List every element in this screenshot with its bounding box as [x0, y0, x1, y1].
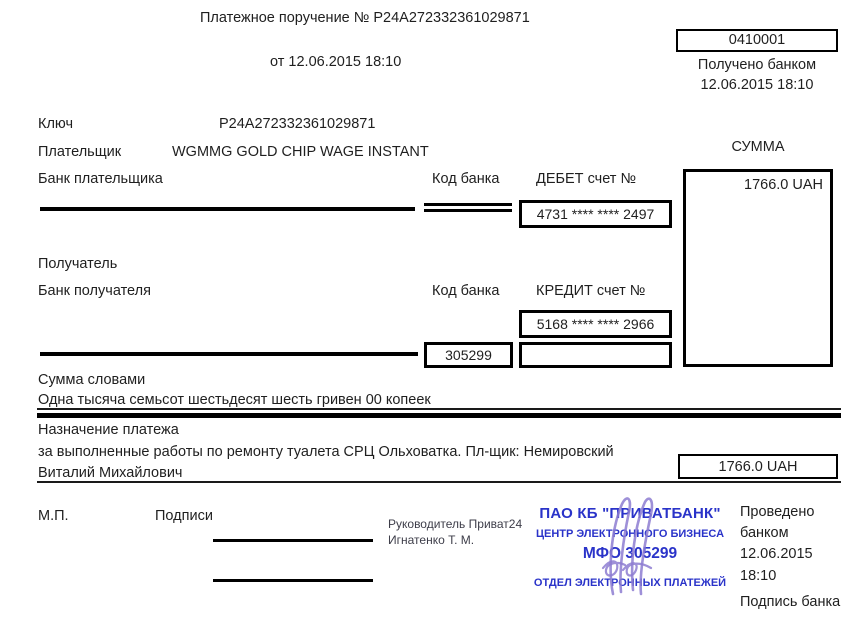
amount-words-value: Одна тысяча семьсот шестьдесят шесть гривен 00 копеек — [38, 392, 431, 408]
receiver-bank-code-box — [424, 342, 513, 368]
sum-box — [683, 169, 833, 367]
official-block — [388, 516, 522, 548]
received-by-bank-label: Получено банком — [697, 57, 817, 73]
credit-account-box — [519, 310, 672, 338]
official-title: Руководитель Приват24 — [388, 517, 523, 531]
credit-account-value: 5168 **** **** 2966 — [536, 316, 655, 332]
signature-scribble — [575, 490, 705, 602]
amount-words-label: Сумма словами — [38, 372, 146, 388]
receiver-bank-code-value: 305299 — [445, 347, 492, 363]
debit-account-value: 4731 **** **** 2497 — [536, 206, 655, 222]
amount-words-underline — [37, 408, 841, 410]
signature-line-1 — [213, 539, 373, 542]
purpose-label: Назначение платежа — [38, 422, 179, 438]
document-number: 0410001 — [728, 32, 786, 48]
receiver-account-empty-box — [519, 342, 672, 368]
document-date: от 12.06.2015 18:10 — [270, 54, 402, 70]
key-label: Ключ — [38, 116, 74, 132]
bank-signature-label: Подпись банка — [740, 594, 841, 610]
stamp-unit: ОТДЕЛ ЭЛЕКТРОННЫХ ПЛАТЕЖЕЙ — [533, 576, 727, 589]
bank-code-label-debit: Код банка — [432, 171, 500, 187]
credit-account-label: КРЕДИТ счет № — [536, 283, 646, 299]
bank-code-label-credit: Код банка — [432, 283, 500, 299]
document-number-box — [676, 29, 838, 52]
processed-time: 18:10 — [740, 568, 777, 584]
official-name: Игнатенко Т. М. — [388, 533, 475, 547]
key-value: P24A272332361029871 — [219, 116, 376, 132]
debit-account-box — [519, 200, 672, 228]
document-title: Платежное поручение № P24A272332361029871 — [200, 10, 530, 26]
receiver-label: Получатель — [38, 256, 118, 272]
signatures-label: Подписи — [155, 508, 213, 524]
receiver-bank-label: Банк получателя — [38, 283, 151, 299]
purpose-underline — [37, 481, 841, 483]
processed-date: 12.06.2015 — [740, 546, 813, 562]
sum-value: 1766.0 UAH — [744, 177, 823, 193]
bank-code-underline-debit — [424, 203, 512, 212]
stamp-place-label: М.П. — [38, 508, 69, 524]
section-divider-thick — [37, 413, 841, 418]
signature-line-2 — [213, 579, 373, 582]
payer-bank-label: Банк плательщика — [38, 171, 163, 187]
payer-bank-underline — [40, 207, 415, 211]
receiver-bank-underline — [40, 352, 418, 356]
payer-label: Плательщик — [38, 144, 122, 160]
purpose-value: за выполненные работы по ремонту туалета СРЦ Ольховатка. Пл-щик: Немировский Виталий Михайлович — [38, 444, 614, 481]
total-amount-box — [678, 454, 838, 479]
total-amount-value: 1766.0 UAH — [718, 458, 798, 475]
stamp-bank-name: ПАО КБ "ПРИВАТБАНК" — [539, 505, 721, 522]
stamp-department: ЦЕНТР ЭЛЕКТРОННОГО БИЗНЕСА — [535, 528, 725, 540]
debit-account-label: ДЕБЕТ счет № — [536, 171, 637, 187]
payer-value: WGMMG GOLD CHIP WAGE INSTANT — [172, 144, 429, 160]
processed-by-bank-label: Проведено банком — [740, 504, 815, 541]
stamp-mfo: МФО 305299 — [582, 545, 678, 562]
sum-label: СУММА — [731, 139, 785, 155]
received-by-bank-datetime: 12.06.2015 18:10 — [700, 77, 814, 93]
